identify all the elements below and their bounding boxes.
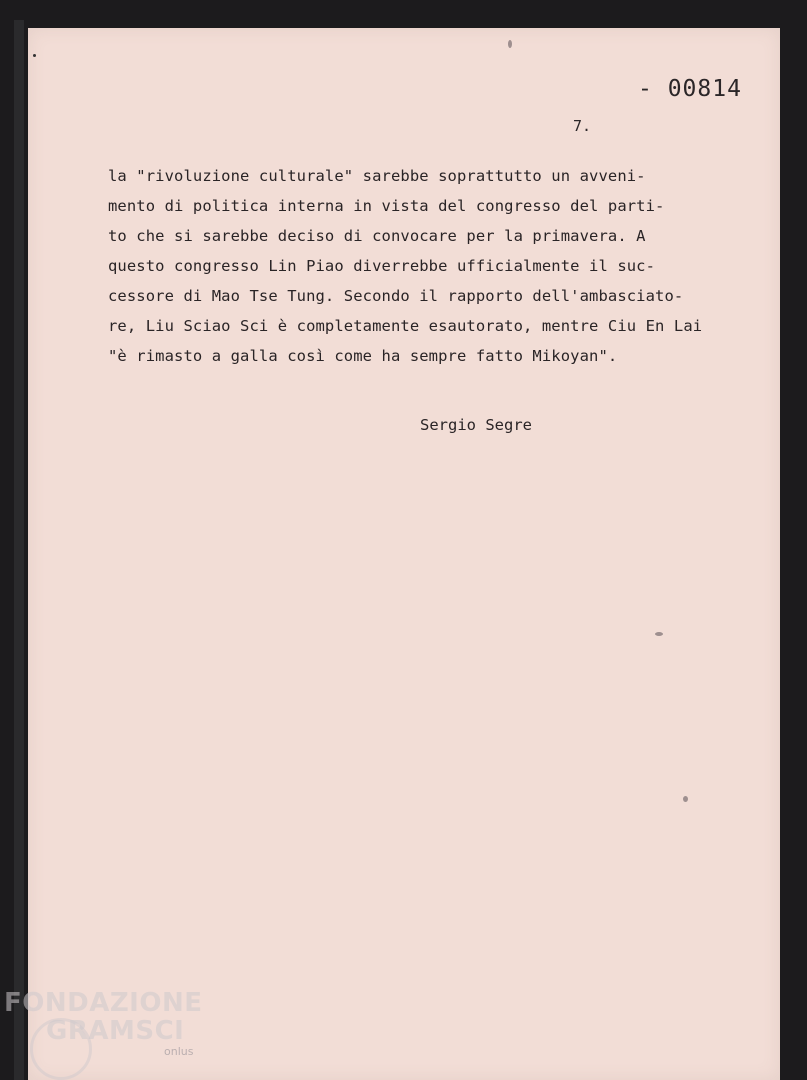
watermark-line-1: FONDAZIONE: [4, 988, 203, 1018]
paper-speck: [683, 796, 688, 802]
paper-speck: [508, 40, 512, 48]
watermark-line-2: GRAMSCI: [46, 1016, 185, 1046]
paper-page: [28, 28, 780, 1080]
signature: Sergio Segre: [420, 416, 532, 434]
page-number: 7.: [573, 117, 592, 135]
text-line: to che si sarebbe deciso di convocare per la primavera. A: [108, 227, 646, 245]
document-number: - 00814: [638, 76, 742, 102]
text-line: mento di politica interna in vista del congresso del parti-: [108, 197, 665, 215]
watermark-line-3: onlus: [164, 1045, 194, 1058]
binding-edge: [14, 20, 24, 1080]
text-line: "è rimasto a galla così come ha sempre fatto Mikoyan".: [108, 347, 618, 365]
body-text: [108, 161, 728, 371]
text-line: re, Liu Sciao Sci è completamente esautorato, mentre Ciu En Lai: [108, 317, 703, 335]
text-line: la "rivoluzione culturale" sarebbe soprattutto un avveni-: [108, 167, 646, 185]
text-line: questo congresso Lin Piao diverrebbe ufficialmente il suc-: [108, 257, 656, 275]
margin-dot: [33, 54, 36, 57]
paper-speck: [655, 632, 663, 636]
text-line: cessore di Mao Tse Tung. Secondo il rapporto dell'ambasciato-: [108, 287, 684, 305]
